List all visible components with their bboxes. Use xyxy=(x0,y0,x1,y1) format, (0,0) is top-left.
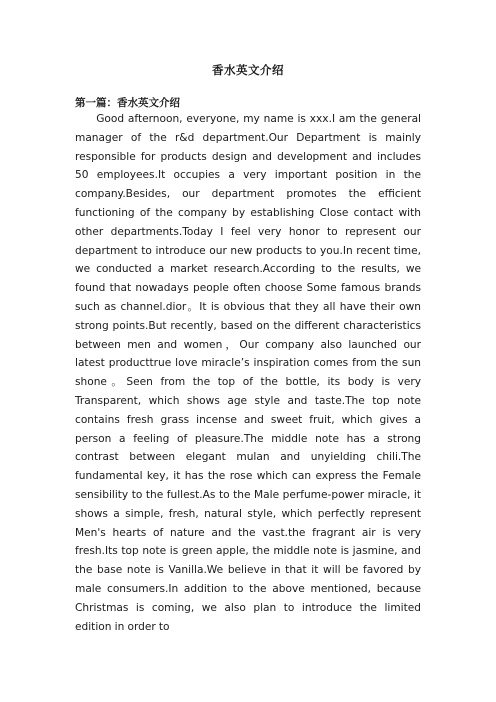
document-title: 香水英文介绍 xyxy=(212,63,284,77)
section-heading: 第一篇：香水英文介绍 xyxy=(75,97,180,109)
body-paragraph: Good afternoon, everyone, my name is xxx.I am the general manager of the r&d department.Our Department is mainly responsible for products design and development and includes 50 employees.It occupies a very important position in the company.Besides, our department promotes the efficient functioning of the company by establishing Close contact with other departments.Today I feel very honor to represent our department to introduce our new products to you.In recent time, we conducted a market research.According to the results, we found that nowadays people often choose Some famous brands such as channel.dior。It is obvious that they all have their own strong points.But recently, based on the different characteristics between men and women，Our company also launched our latest producttrue love miracle’s inspiration comes from the sun shone。Seen from the top of the bottle, its body is very Transparent, which shows age style and taste.The top note contains fresh grass incense and sweet fruit, which gives a person a feeling of pleasure.The middle note has a strong contrast between elegant mulan and unyielding chili.The fundamental key, it has the rose which can express the Female sensibility to the fullest.As to the Male perfume-power miracle, it shows a simple, fresh, natural style, which perfectly represent Men's hearts of nature and the vast.the fragrant air is very fresh.Its top note is green apple, the middle note is jasmine, and the base note is Vanilla.We believe in that it will be favored by male consumers.In addition to the above mentioned, because Christmas is coming, we also plan to introduce the limited edition in order to xyxy=(75,113,421,633)
